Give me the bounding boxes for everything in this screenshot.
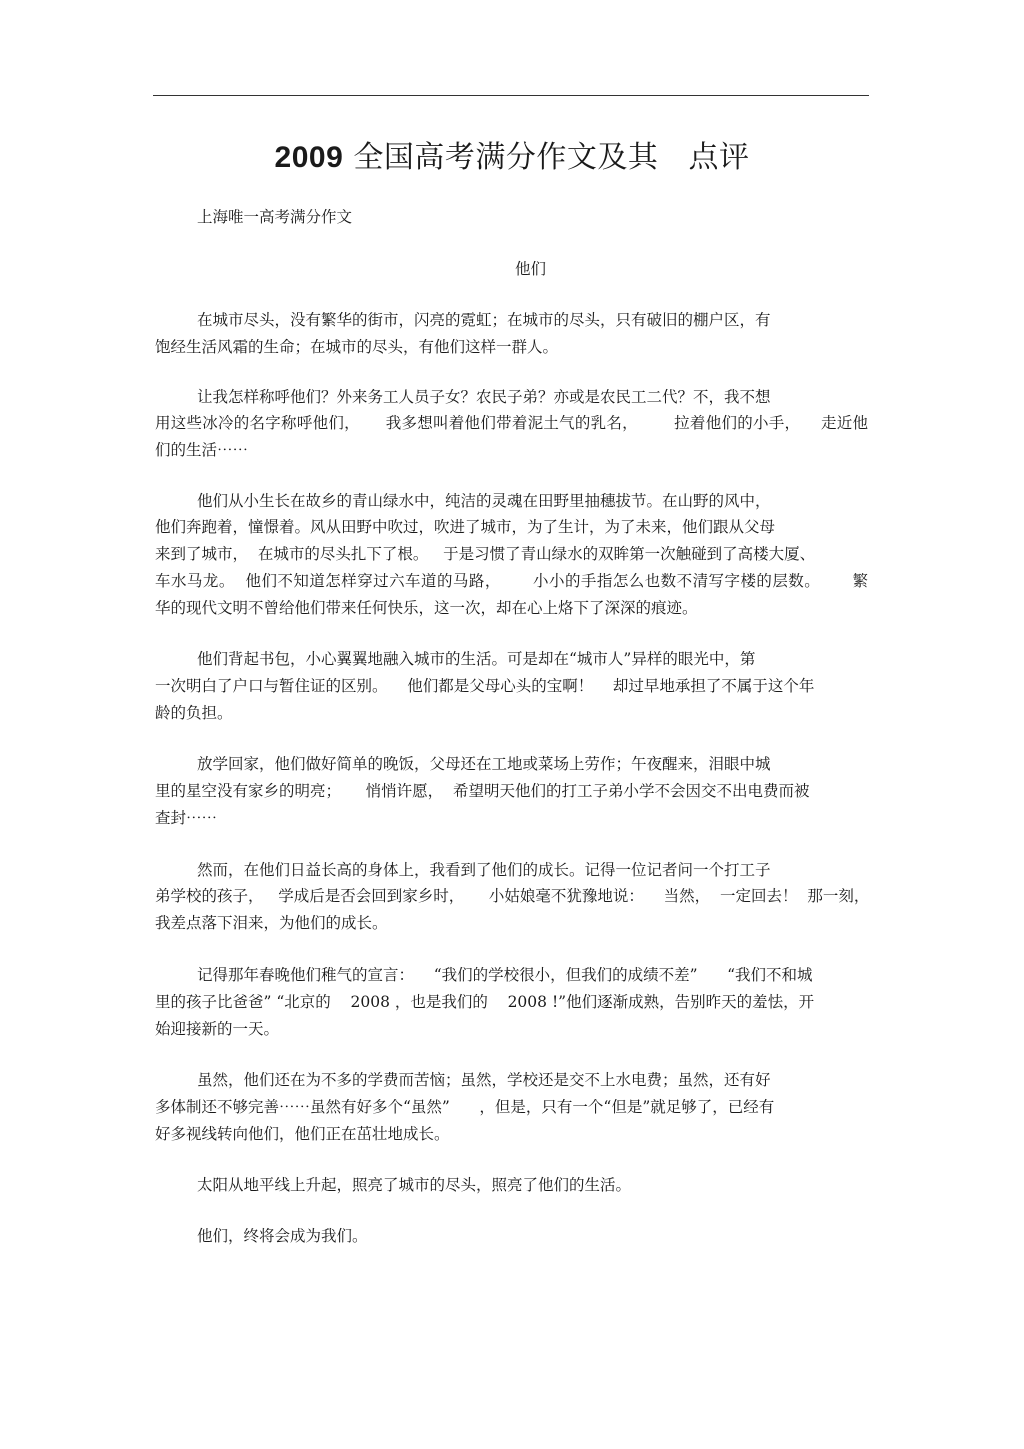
title-text: 全国高考满分作文及其 点评 (343, 140, 750, 175)
paragraph-line: 用这些冰冷的名字称呼他们， 我多想叫着他们带着泥土气的乳名， 拉着他们的小手， 走近他 (155, 414, 868, 432)
document-title (0, 136, 1024, 180)
paragraph-line: 始迎接新的一天。 (155, 1020, 280, 1038)
paragraph-line: 然而，在他们日益长高的身体上，我看到了他们的成长。记得一位记者问一个打工子 (197, 861, 771, 879)
paragraph-line: 在城市尽头，没有繁华的街市，闪亮的霓虹；在城市的尽头，只有破旧的棚户区，有 (197, 311, 771, 329)
paragraph-line: 好多视线转向他们，他们正在茁壮地成长。 (155, 1125, 450, 1143)
paragraph-line: 放学回家，他们做好简单的晚饭，父母还在工地或菜场上劳作；午夜醒来，泪眼中城 (197, 755, 771, 773)
paragraph-line: 他们背起书包，小心翼翼地融入城市的生活。可是却在“城市人”异样的眼光中，第 (197, 650, 756, 668)
paragraph-line: 他们，终将会成为我们。 (197, 1227, 368, 1245)
title-year: 2009 (274, 141, 344, 174)
paragraph-line: 华的现代文明不曾给他们带来任何快乐，这一次，却在心上烙下了深深的痕迹。 (155, 599, 698, 617)
paragraph-line: 太阳从地平线上升起，照亮了城市的尽头，照亮了他们的生活。 (197, 1176, 632, 1194)
paragraph-line: 里的星空没有家乡的明亮； 悄悄许愿， 希望明天他们的打工子弟小学不会因交不出电费而被 (155, 782, 810, 800)
paragraph-line: 他们奔跑着，憧憬着。风从田野中吹过，吹进了城市，为了生计，为了未来，他们跟从父母 (155, 518, 776, 536)
paragraph-line: 车水马龙。 他们不知道怎样穿过六车道的马路， 小小的手指怎么也数不清写字楼的层数。 繁 (155, 572, 868, 590)
paragraph-line: 我差点落下泪来，为他们的成长。 (155, 914, 388, 932)
paragraph-line: 他们从小生长在故乡的青山绿水中，纯洁的灵魂在田野里抽穗拔节。在山野的风中， (197, 492, 771, 510)
paragraph-line: 查封⋯⋯ (155, 809, 218, 827)
paragraph-line: 多体制还不够完善⋯⋯虽然有好多个“虽然” ，但是，只有一个“但是”就足够了，已经有 (155, 1098, 775, 1116)
paragraph-line: 虽然，他们还在为不多的学费而苦恼；虽然，学校还是交不上水电费；虽然，还有好 (197, 1071, 771, 1089)
paragraph-line: 龄的负担。 (155, 704, 233, 722)
essay-title: 他们 (514, 260, 546, 278)
paragraph-line: 一次明白了户口与暂住证的区别。 他们都是父母心头的宝啊！ 却过早地承担了不属于这个年 (155, 677, 815, 695)
paragraph-line: 们的生活⋯⋯ (155, 441, 249, 459)
paragraph-line: 记得那年春晚他们稚气的宣言： “我们的学校很小，但我们的成绩不差” “我们不和城 (197, 966, 813, 984)
paragraph-line: 让我怎样称呼他们？外来务工人员子女？农民子弟？亦或是农民工二代？不，我不想 (197, 388, 771, 406)
document-subtitle: 上海唯一高考满分作文 (197, 208, 353, 226)
paragraph-line: 里的孩子比爸爸” “北京的 2008 ，也是我们的 2008 !”他们逐渐成熟，告别昨天的羞怯，开 (155, 993, 815, 1011)
paragraph-line: 弟学校的孩子， 学成后是否会回到家乡时， 小姑娘毫不犹豫地说： 当然， 一定回去！ 那一刻， (155, 887, 870, 905)
paragraph-line: 来到了城市， 在城市的尽头扎下了根。 于是习惯了青山绿水的双眸第一次触碰到了高楼大厦、 (155, 545, 816, 563)
paragraph-line: 饱经生活风霜的生命；在城市的尽头，有他们这样一群人。 (155, 338, 559, 356)
header-rule (153, 95, 869, 96)
